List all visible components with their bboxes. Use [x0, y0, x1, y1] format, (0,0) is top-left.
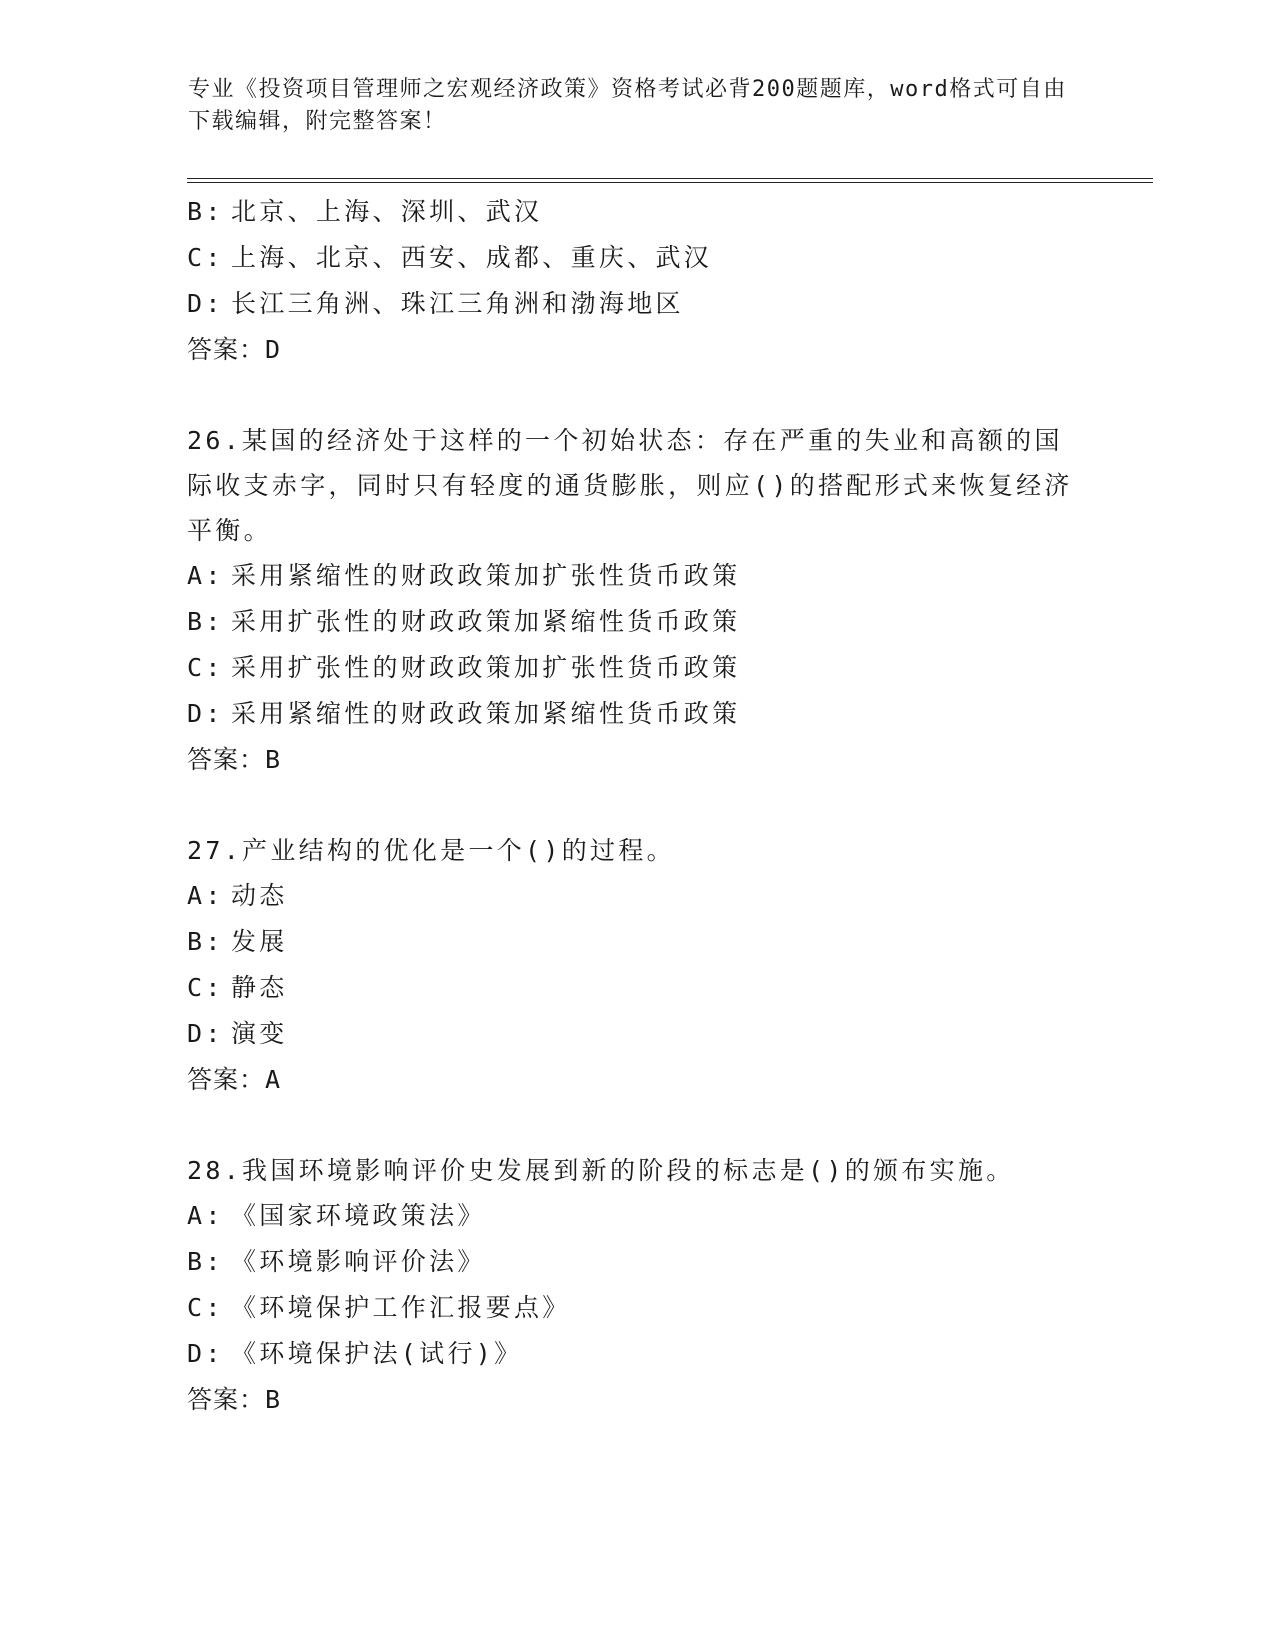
option-b — [187, 1239, 1087, 1285]
option-d — [187, 281, 1087, 327]
answer-line: 答案：D — [187, 335, 282, 364]
option-text: 静态 — [231, 973, 288, 1002]
option-c — [187, 965, 1087, 1011]
document-body — [187, 189, 1087, 1423]
option-key: C: — [187, 973, 224, 1002]
question-block-partial — [187, 189, 1087, 373]
question-stem: 26.某国的经济处于这样的一个初始状态：存在严重的失业和高额的国际收支赤字，同时只有轻度的通货膨胀，则应()的搭配形式来恢复经济平衡。 — [187, 426, 1073, 545]
option-text: 长江三角洲、珠江三角洲和渤海地区 — [231, 289, 684, 318]
option-text: 发展 — [231, 927, 288, 956]
option-text: 《国家环境政策法》 — [231, 1201, 486, 1230]
question-stem: 28.我国环境影响评价史发展到新的阶段的标志是()的颁布实施。 — [187, 1156, 1015, 1185]
option-key: A: — [187, 561, 224, 590]
option-d — [187, 691, 1087, 737]
question-block-28 — [187, 1148, 1087, 1423]
option-key: D: — [187, 289, 224, 318]
option-c — [187, 1285, 1087, 1331]
option-c — [187, 645, 1087, 691]
option-text: 采用紧缩性的财政政策加扩张性货币政策 — [231, 561, 741, 590]
option-text: 《环境保护法(试行)》 — [231, 1339, 523, 1368]
option-text: 采用扩张性的财政政策加扩张性货币政策 — [231, 653, 741, 682]
header-divider — [187, 178, 1153, 179]
option-b — [187, 919, 1087, 965]
answer-line: 答案：B — [187, 1385, 282, 1414]
option-key: D: — [187, 1019, 224, 1048]
option-b — [187, 599, 1087, 645]
option-key: D: — [187, 699, 224, 728]
option-key: A: — [187, 881, 224, 910]
option-text: 北京、上海、深圳、武汉 — [231, 197, 543, 226]
option-key: B: — [187, 1247, 224, 1276]
option-key: C: — [187, 1293, 224, 1322]
option-key: C: — [187, 243, 224, 272]
option-text: 《环境保护工作汇报要点》 — [231, 1293, 571, 1322]
question-block-26 — [187, 418, 1087, 783]
option-text: 上海、北京、西安、成都、重庆、武汉 — [231, 243, 713, 272]
option-text: 《环境影响评价法》 — [231, 1247, 486, 1276]
option-text: 采用紧缩性的财政政策加紧缩性货币政策 — [231, 699, 741, 728]
answer-line: 答案：A — [187, 1065, 282, 1094]
option-key: B: — [187, 607, 224, 636]
option-key: A: — [187, 1201, 224, 1230]
option-a — [187, 873, 1087, 919]
option-d — [187, 1011, 1087, 1057]
option-c — [187, 235, 1087, 281]
header-divider-second — [187, 182, 1153, 183]
option-key: D: — [187, 1339, 224, 1368]
option-text: 演变 — [231, 1019, 288, 1048]
option-text: 动态 — [231, 881, 288, 910]
option-a — [187, 553, 1087, 599]
option-key: C: — [187, 653, 224, 682]
option-b — [187, 189, 1087, 235]
option-key: B: — [187, 927, 224, 956]
document-header-title: 专业《投资项目管理师之宏观经济政策》资格考试必背200题题库，word格式可自由下载编辑，附完整答案！ — [188, 77, 1067, 134]
answer-line: 答案：B — [187, 745, 282, 774]
option-a — [187, 1193, 1087, 1239]
option-d — [187, 1331, 1087, 1377]
question-stem: 27.产业结构的优化是一个()的过程。 — [187, 836, 675, 865]
option-key: B: — [187, 197, 224, 226]
option-text: 采用扩张性的财政政策加紧缩性货币政策 — [231, 607, 741, 636]
question-block-27 — [187, 828, 1087, 1103]
